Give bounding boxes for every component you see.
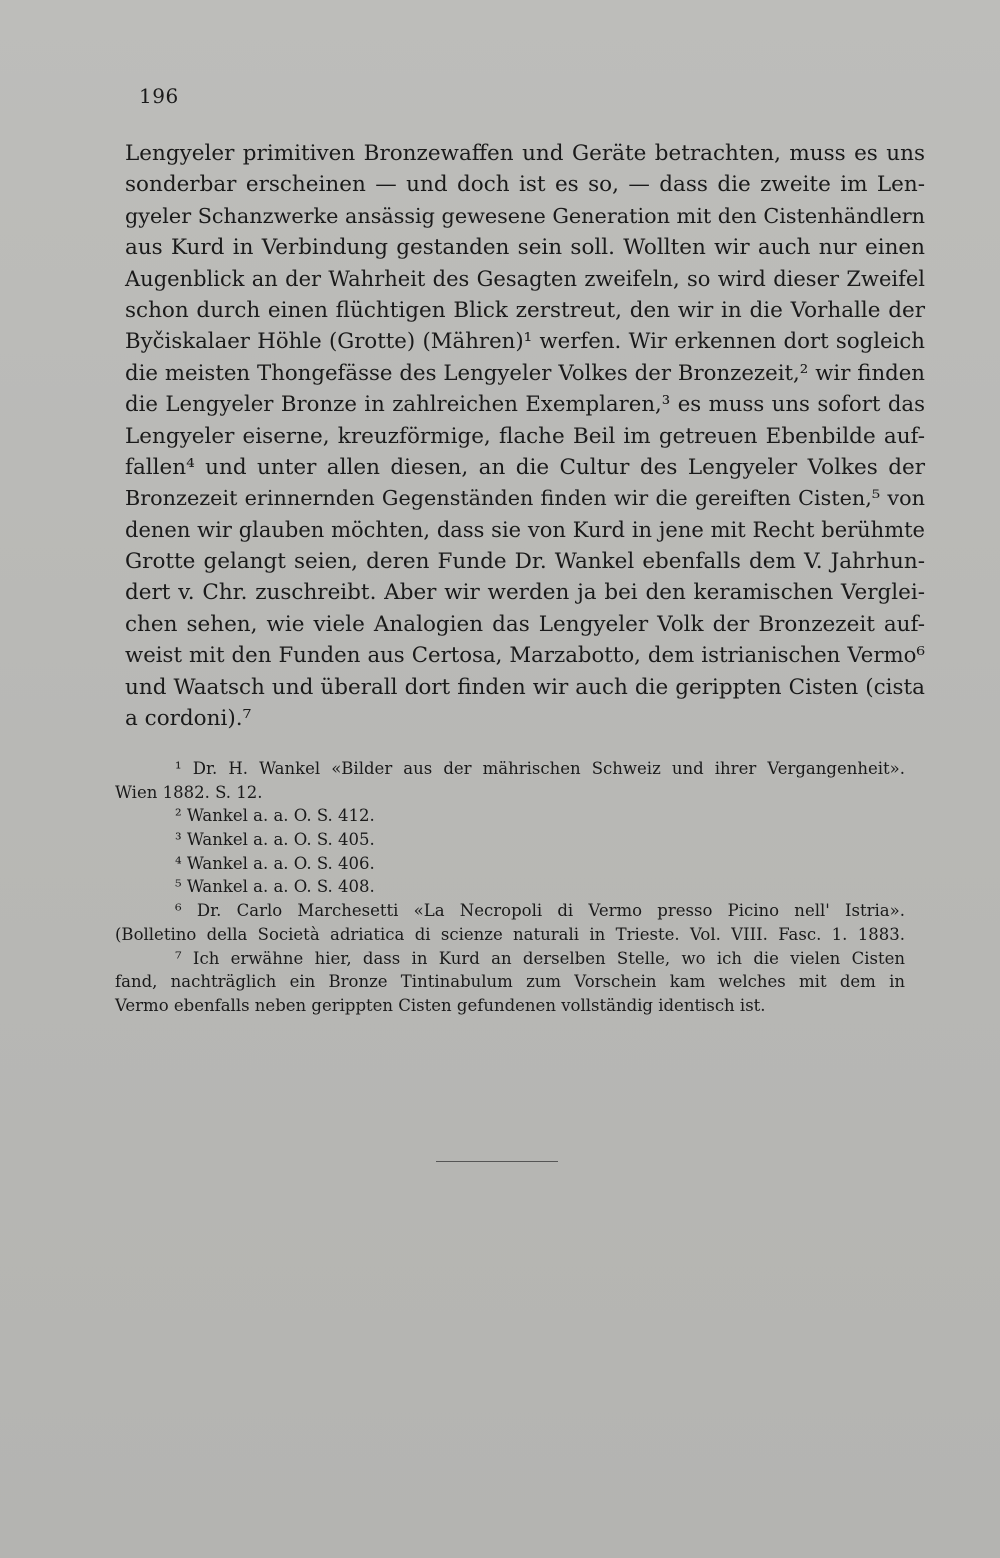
body-line: Byčiskalaer Höhle (Grotte) (Mähren)¹ werfen. Wir erkennen dort sogleich: [125, 329, 925, 355]
body-line: gyeler Schanzwerke ansässig gewesene Generation mit den Cistenhändlern: [125, 203, 926, 228]
section-divider: [436, 1161, 558, 1162]
body-line: und Waatsch und überall dort finden wir auch die gerippten Cisten (cista: [125, 674, 925, 700]
footnote-7-cont: Vermo ebenfalls neben gerippten Cisten gefundenen vollständig identisch ist.: [115, 995, 766, 1015]
page-number: 196: [139, 84, 179, 108]
footnotes: [115, 757, 905, 1018]
footnote-1: ¹ Dr. H. Wankel «Bilder aus der mährischen Schweiz und ihrer Vergangenheit».: [175, 759, 905, 778]
body-line: denen wir glauben möchten, dass sie von Kurd in jene mit Recht berühmte: [125, 517, 925, 542]
body-line: die meisten Thongefässe des Lengyeler Volkes der Bronzezeit,² wir finden: [125, 360, 925, 386]
body-line: dert v. Chr. zuschreibt. Aber wir werden ja bei den keramischen Verglei-: [125, 580, 925, 606]
footnote-3: ³ Wankel a. a. O. S. 405.: [175, 830, 375, 850]
footnote-7-cont: fand, nachträglich ein Bronze Tintinabulum zum Vorschein kam welches mit dem in: [115, 972, 905, 992]
body-text: [125, 138, 925, 734]
body-line: a cordoni).⁷: [125, 706, 252, 732]
body-line: Augenblick an der Wahrheit des Gesagten zweifeln, so wird dieser Zweifel: [125, 266, 925, 291]
body-line: weist mit den Funden aus Certosa, Marzabotto, dem istrianischen Vermo⁶: [125, 643, 925, 669]
body-line: aus Kurd in Verbindung gestanden sein soll. Wollten wir auch nur einen: [125, 235, 925, 261]
body-line: die Lengyeler Bronze in zahlreichen Exemplaren,³ es muss uns sofort das: [125, 392, 925, 418]
body-line: Lengyeler primitiven Bronzewaffen und Geräte betrachten, muss es uns: [125, 141, 925, 166]
footnote-5: ⁵ Wankel a. a. O. S. 408.: [175, 877, 375, 897]
body-line: sonderbar erscheinen — und doch ist es so, — dass die zweite im Len-: [125, 172, 925, 198]
body-line: Bronzezeit erinnernden Gegenständen finden wir die gereiften Cisten,⁵ von: [125, 486, 925, 511]
body-line: fallen⁴ und unter allen diesen, an die Cultur des Lengyeler Volkes der: [125, 454, 925, 480]
body-line: chen sehen, wie viele Analogien das Lengyeler Volk der Bronzezeit auf-: [125, 611, 925, 637]
footnote-6: ⁶ Dr. Carlo Marchesetti «La Necropoli di Vermo presso Picino nell' Istria».: [175, 901, 905, 921]
body-line: Grotte gelangt seien, deren Funde Dr. Wankel ebenfalls dem V. Jahrhun-: [125, 549, 925, 575]
body-line: schon durch einen flüchtigen Blick zerstreut, den wir in die Vorhalle der: [125, 297, 925, 323]
footnote-4: ⁴ Wankel a. a. O. S. 406.: [175, 853, 375, 873]
footnote-1-cont: Wien 1882. S. 12.: [115, 782, 263, 802]
footnote-7: ⁷ Ich erwähne hier, dass in Kurd an derselben Stelle, wo ich die vielen Cisten: [175, 948, 905, 968]
footnote-6-cont: (Bolletino della Società adriatica di scienze naturali in Trieste. Vol. VIII. Fasc. 1. 1883.: [115, 924, 905, 944]
body-line: Lengyeler eiserne, kreuzförmige, flache Beil im getreuen Ebenbilde auf-: [125, 423, 925, 449]
footnote-2: ² Wankel a. a. O. S. 412.: [175, 806, 375, 826]
